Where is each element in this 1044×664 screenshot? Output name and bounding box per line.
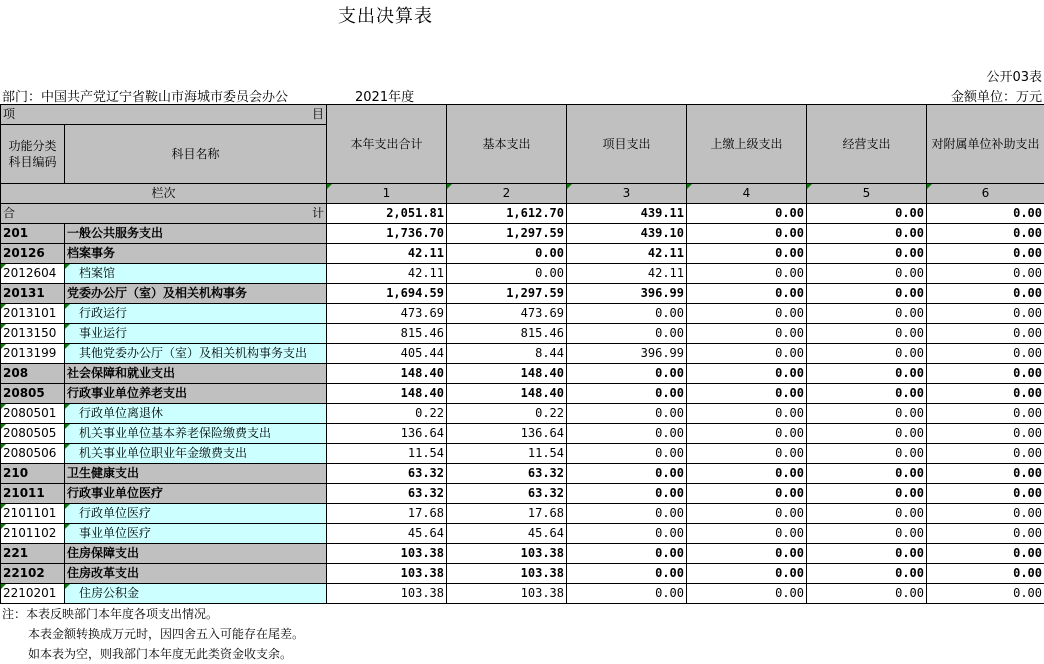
col-number-4[interactable]: 4: [687, 184, 807, 204]
subject-name-cell[interactable]: 社会保障和就业支出: [65, 364, 327, 384]
subject-code-cell[interactable]: 20126: [1, 244, 65, 264]
amount-cell-3[interactable]: 42.11: [567, 264, 687, 284]
amount-cell-5[interactable]: 0.00: [807, 384, 927, 404]
total-label-cell[interactable]: [1, 204, 327, 224]
amount-cell-5[interactable]: 0.00: [807, 404, 927, 424]
table-row: [1, 264, 1044, 284]
amount-cell-2[interactable]: 1,297.59: [447, 224, 567, 244]
subject-code-cell[interactable]: 2080505: [1, 424, 65, 444]
amount-cell-5[interactable]: 0.00: [807, 524, 927, 544]
amount-cell-2[interactable]: 0.00: [447, 264, 567, 284]
table-row: [1, 304, 1044, 324]
amount-cell-6[interactable]: 0.00: [927, 524, 1044, 544]
subject-code-cell[interactable]: 2080501: [1, 404, 65, 424]
amount-cell-6[interactable]: 0.00: [927, 484, 1044, 504]
amount-cell-1[interactable]: 11.54: [327, 444, 447, 464]
col-number-6[interactable]: 6: [927, 184, 1044, 204]
col-header-4[interactable]: 上缴上级支出: [687, 105, 807, 184]
table-row: [1, 344, 1044, 364]
amount-cell-6[interactable]: 0.00: [927, 564, 1044, 584]
amount-cell-4[interactable]: 0.00: [687, 364, 807, 384]
table-row: [1, 284, 1044, 304]
amount-cell-2[interactable]: 103.38: [447, 544, 567, 564]
amount-cell-4[interactable]: 0.00: [687, 324, 807, 344]
subject-name-cell[interactable]: 住房公积金: [65, 584, 327, 604]
year-label: 2021年度: [355, 86, 414, 105]
amount-cell-2[interactable]: 148.40: [447, 384, 567, 404]
amount-cell-4[interactable]: 0.00: [687, 284, 807, 304]
subject-name-cell[interactable]: 卫生健康支出: [65, 464, 327, 484]
total-value-3[interactable]: 439.11: [567, 204, 687, 224]
total-value-4[interactable]: 0.00: [687, 204, 807, 224]
amount-cell-3[interactable]: 0.00: [567, 404, 687, 424]
amount-cell-1[interactable]: 42.11: [327, 264, 447, 284]
amount-cell-6[interactable]: 0.00: [927, 444, 1044, 464]
amount-cell-6[interactable]: 0.00: [927, 344, 1044, 364]
amount-cell-1[interactable]: 405.44: [327, 344, 447, 364]
subject-code-cell[interactable]: 221: [1, 544, 65, 564]
subject-code-cell[interactable]: 21011: [1, 484, 65, 504]
amount-cell-2[interactable]: 148.40: [447, 364, 567, 384]
header-row-item: [1, 105, 1044, 125]
amount-cell-4[interactable]: 0.00: [687, 484, 807, 504]
amount-cell-1[interactable]: 103.38: [327, 584, 447, 604]
subject-code-cell[interactable]: 2210201: [1, 584, 65, 604]
amount-cell-3[interactable]: 0.00: [567, 364, 687, 384]
total-right-label: 计: [312, 204, 324, 223]
amount-cell-3[interactable]: 0.00: [567, 544, 687, 564]
subject-name-cell[interactable]: 行政单位医疗: [65, 504, 327, 524]
notes-block: [2, 604, 304, 664]
table-row: [1, 324, 1044, 344]
amount-cell-2[interactable]: 103.38: [447, 564, 567, 584]
subject-code-cell[interactable]: 20805: [1, 384, 65, 404]
amount-cell-1[interactable]: 136.64: [327, 424, 447, 444]
amount-cell-1[interactable]: 473.69: [327, 304, 447, 324]
subject-name-cell[interactable]: 事业单位医疗: [65, 524, 327, 544]
amount-cell-6[interactable]: 0.00: [927, 464, 1044, 484]
amount-cell-5[interactable]: 0.00: [807, 504, 927, 524]
report-code: 公开03表: [986, 66, 1042, 85]
col-header-3[interactable]: 项目支出: [567, 105, 687, 184]
subject-name-cell[interactable]: 机关事业单位基本养老保险缴费支出: [65, 424, 327, 444]
amount-cell-3[interactable]: 0.00: [567, 444, 687, 464]
amount-cell-2[interactable]: 0.00: [447, 244, 567, 264]
note-line-3: 如本表为空，则我部门本年度无此类资金收支余。: [2, 644, 304, 664]
table-row: [1, 244, 1044, 264]
subject-name-cell[interactable]: 档案馆: [65, 264, 327, 284]
amount-cell-1[interactable]: 103.38: [327, 544, 447, 564]
amount-cell-6[interactable]: 0.00: [927, 364, 1044, 384]
amount-cell-3[interactable]: 0.00: [567, 584, 687, 604]
code-col-header[interactable]: 功能分类科目编码: [1, 125, 65, 184]
amount-cell-4[interactable]: 0.00: [687, 584, 807, 604]
amount-cell-3[interactable]: 0.00: [567, 564, 687, 584]
amount-cell-5[interactable]: 0.00: [807, 584, 927, 604]
amount-cell-5[interactable]: 0.00: [807, 364, 927, 384]
subject-name-cell[interactable]: 一般公共服务支出: [65, 224, 327, 244]
amount-cell-3[interactable]: 0.00: [567, 324, 687, 344]
subject-name-cell[interactable]: 档案事务: [65, 244, 327, 264]
amount-cell-2[interactable]: 1,297.59: [447, 284, 567, 304]
amount-cell-5[interactable]: 0.00: [807, 244, 927, 264]
amount-cell-6[interactable]: 0.00: [927, 544, 1044, 564]
amount-cell-3[interactable]: 0.00: [567, 384, 687, 404]
amount-cell-3[interactable]: 439.10: [567, 224, 687, 244]
amount-cell-2[interactable]: 63.32: [447, 484, 567, 504]
amount-cell-6[interactable]: 0.00: [927, 264, 1044, 284]
amount-cell-3[interactable]: 0.00: [567, 304, 687, 324]
subject-name-cell[interactable]: 行政单位离退休: [65, 404, 327, 424]
table-row: [1, 544, 1044, 564]
subject-code-cell[interactable]: 2013101: [1, 304, 65, 324]
amount-cell-4[interactable]: 0.00: [687, 264, 807, 284]
amount-cell-4[interactable]: 0.00: [687, 424, 807, 444]
subject-code-cell[interactable]: 2101101: [1, 504, 65, 524]
amount-cell-1[interactable]: 103.38: [327, 564, 447, 584]
table-row: [1, 484, 1044, 504]
amount-cell-1[interactable]: 42.11: [327, 244, 447, 264]
amount-cell-3[interactable]: 396.99: [567, 344, 687, 364]
unit-label: 金额单位：万元: [951, 86, 1042, 105]
amount-cell-2[interactable]: 17.68: [447, 504, 567, 524]
amount-cell-3[interactable]: 0.00: [567, 484, 687, 504]
amount-cell-6[interactable]: 0.00: [927, 284, 1044, 304]
table-row: [1, 404, 1044, 424]
amount-cell-2[interactable]: 11.54: [447, 444, 567, 464]
amount-cell-1[interactable]: 148.40: [327, 384, 447, 404]
amount-cell-4[interactable]: 0.00: [687, 564, 807, 584]
subject-name-cell[interactable]: 机关事业单位职业年金缴费支出: [65, 444, 327, 464]
page-title: 支出决算表: [338, 2, 433, 28]
item-right-label: 目: [312, 105, 324, 124]
column-number-row: [1, 184, 1044, 204]
amount-cell-1[interactable]: 0.22: [327, 404, 447, 424]
subject-name-cell[interactable]: 住房改革支出: [65, 564, 327, 584]
amount-cell-2[interactable]: 0.22: [447, 404, 567, 424]
subject-code-cell[interactable]: 210: [1, 464, 65, 484]
table-row: [1, 424, 1044, 444]
amount-cell-2[interactable]: 45.64: [447, 524, 567, 544]
table-row: [1, 524, 1044, 544]
subject-code-cell[interactable]: 2080506: [1, 444, 65, 464]
amount-cell-6[interactable]: 0.00: [927, 404, 1044, 424]
amount-cell-4[interactable]: 0.00: [687, 384, 807, 404]
subject-name-cell[interactable]: 行政运行: [65, 304, 327, 324]
amount-cell-3[interactable]: 42.11: [567, 244, 687, 264]
amount-cell-5[interactable]: 0.00: [807, 424, 927, 444]
col-number-2[interactable]: 2: [447, 184, 567, 204]
amount-cell-3[interactable]: 0.00: [567, 504, 687, 524]
amount-cell-6[interactable]: 0.00: [927, 224, 1044, 244]
amount-cell-4[interactable]: 0.00: [687, 404, 807, 424]
amount-cell-5[interactable]: 0.00: [807, 284, 927, 304]
table-row: [1, 564, 1044, 584]
col-header-1[interactable]: 本年支出合计: [327, 105, 447, 184]
amount-cell-4[interactable]: 0.00: [687, 504, 807, 524]
amount-cell-6[interactable]: 0.00: [927, 584, 1044, 604]
total-value-1[interactable]: 2,051.81: [327, 204, 447, 224]
amount-cell-5[interactable]: 0.00: [807, 344, 927, 364]
table-row: [1, 444, 1044, 464]
total-value-5[interactable]: 0.00: [807, 204, 927, 224]
amount-cell-1[interactable]: 17.68: [327, 504, 447, 524]
table-row: [1, 504, 1044, 524]
amount-cell-1[interactable]: 63.32: [327, 464, 447, 484]
amount-cell-4[interactable]: 0.00: [687, 244, 807, 264]
table-row: [1, 584, 1044, 604]
amount-cell-3[interactable]: 0.00: [567, 424, 687, 444]
subject-name-cell[interactable]: 事业运行: [65, 324, 327, 344]
amount-cell-6[interactable]: 0.00: [927, 304, 1044, 324]
total-row: [1, 204, 1044, 224]
amount-cell-5[interactable]: 0.00: [807, 224, 927, 244]
amount-cell-5[interactable]: 0.00: [807, 484, 927, 504]
department-label: 部门：中国共产党辽宁省鞍山市海城市委员会办公: [2, 86, 288, 105]
total-value-2[interactable]: 1,612.70: [447, 204, 567, 224]
total-left-label: 合: [3, 204, 15, 223]
item-left-label: 项: [3, 105, 15, 124]
amount-cell-5[interactable]: 0.00: [807, 564, 927, 584]
amount-cell-1[interactable]: 63.32: [327, 484, 447, 504]
amount-cell-4[interactable]: 0.00: [687, 344, 807, 364]
amount-cell-5[interactable]: 0.00: [807, 544, 927, 564]
col-number-5[interactable]: 5: [807, 184, 927, 204]
col-header-6[interactable]: 对附属单位补助支出: [927, 105, 1044, 184]
amount-cell-6[interactable]: 0.00: [927, 504, 1044, 524]
subject-code-cell[interactable]: 20131: [1, 284, 65, 304]
col-number-3[interactable]: 3: [567, 184, 687, 204]
amount-cell-5[interactable]: 0.00: [807, 444, 927, 464]
amount-cell-4[interactable]: 0.00: [687, 444, 807, 464]
amount-cell-1[interactable]: 815.46: [327, 324, 447, 344]
expenditure-table: [0, 104, 1044, 604]
amount-cell-3[interactable]: 0.00: [567, 464, 687, 484]
subject-name-cell[interactable]: 行政事业单位养老支出: [65, 384, 327, 404]
table-row: [1, 224, 1044, 244]
amount-cell-2[interactable]: 63.32: [447, 464, 567, 484]
amount-cell-1[interactable]: 45.64: [327, 524, 447, 544]
amount-cell-5[interactable]: 0.00: [807, 464, 927, 484]
subject-code-cell[interactable]: 2013199: [1, 344, 65, 364]
amount-cell-3[interactable]: 396.99: [567, 284, 687, 304]
amount-cell-4[interactable]: 0.00: [687, 304, 807, 324]
amount-cell-6[interactable]: 0.00: [927, 244, 1044, 264]
amount-cell-4[interactable]: 0.00: [687, 524, 807, 544]
subject-code-cell[interactable]: 2013150: [1, 324, 65, 344]
subject-code-cell[interactable]: 2101102: [1, 524, 65, 544]
amount-cell-1[interactable]: 1,736.70: [327, 224, 447, 244]
col-number-1[interactable]: 1: [327, 184, 447, 204]
total-value-6[interactable]: 0.00: [927, 204, 1044, 224]
amount-cell-1[interactable]: 1,694.59: [327, 284, 447, 304]
subject-code-cell[interactable]: 22102: [1, 564, 65, 584]
amount-cell-2[interactable]: 815.46: [447, 324, 567, 344]
col-header-5[interactable]: 经营支出: [807, 105, 927, 184]
amount-cell-2[interactable]: 136.64: [447, 424, 567, 444]
table-row: [1, 464, 1044, 484]
amount-cell-4[interactable]: 0.00: [687, 464, 807, 484]
amount-cell-2[interactable]: 473.69: [447, 304, 567, 324]
subject-code-cell[interactable]: 208: [1, 364, 65, 384]
amount-cell-4[interactable]: 0.00: [687, 224, 807, 244]
amount-cell-6[interactable]: 0.00: [927, 324, 1044, 344]
subject-name-cell[interactable]: 党委办公厅（室）及相关机构事务: [65, 284, 327, 304]
subject-code-cell[interactable]: 2012604: [1, 264, 65, 284]
amount-cell-4[interactable]: 0.00: [687, 544, 807, 564]
amount-cell-5[interactable]: 0.00: [807, 304, 927, 324]
note-line-2: 本表金额转换成万元时，因四舍五入可能存在尾差。: [2, 624, 304, 644]
subject-name-cell[interactable]: 住房保障支出: [65, 544, 327, 564]
subject-code-cell[interactable]: 201: [1, 224, 65, 244]
lanci-label[interactable]: 栏次: [1, 184, 327, 204]
item-header-cell[interactable]: [1, 105, 327, 125]
amount-cell-2[interactable]: 8.44: [447, 344, 567, 364]
amount-cell-2[interactable]: 103.38: [447, 584, 567, 604]
note-line-1: 注：本表反映部门本年度各项支出情况。: [2, 604, 304, 624]
amount-cell-1[interactable]: 148.40: [327, 364, 447, 384]
amount-cell-5[interactable]: 0.00: [807, 264, 927, 284]
subject-name-cell[interactable]: 其他党委办公厅（室）及相关机构事务支出: [65, 344, 327, 364]
table-row: [1, 364, 1044, 384]
subject-name-cell[interactable]: 行政事业单位医疗: [65, 484, 327, 504]
amount-cell-3[interactable]: 0.00: [567, 524, 687, 544]
col-header-2[interactable]: 基本支出: [447, 105, 567, 184]
amount-cell-5[interactable]: 0.00: [807, 324, 927, 344]
name-col-header[interactable]: 科目名称: [65, 125, 327, 184]
amount-cell-6[interactable]: 0.00: [927, 384, 1044, 404]
table-row: [1, 384, 1044, 404]
amount-cell-6[interactable]: 0.00: [927, 424, 1044, 444]
